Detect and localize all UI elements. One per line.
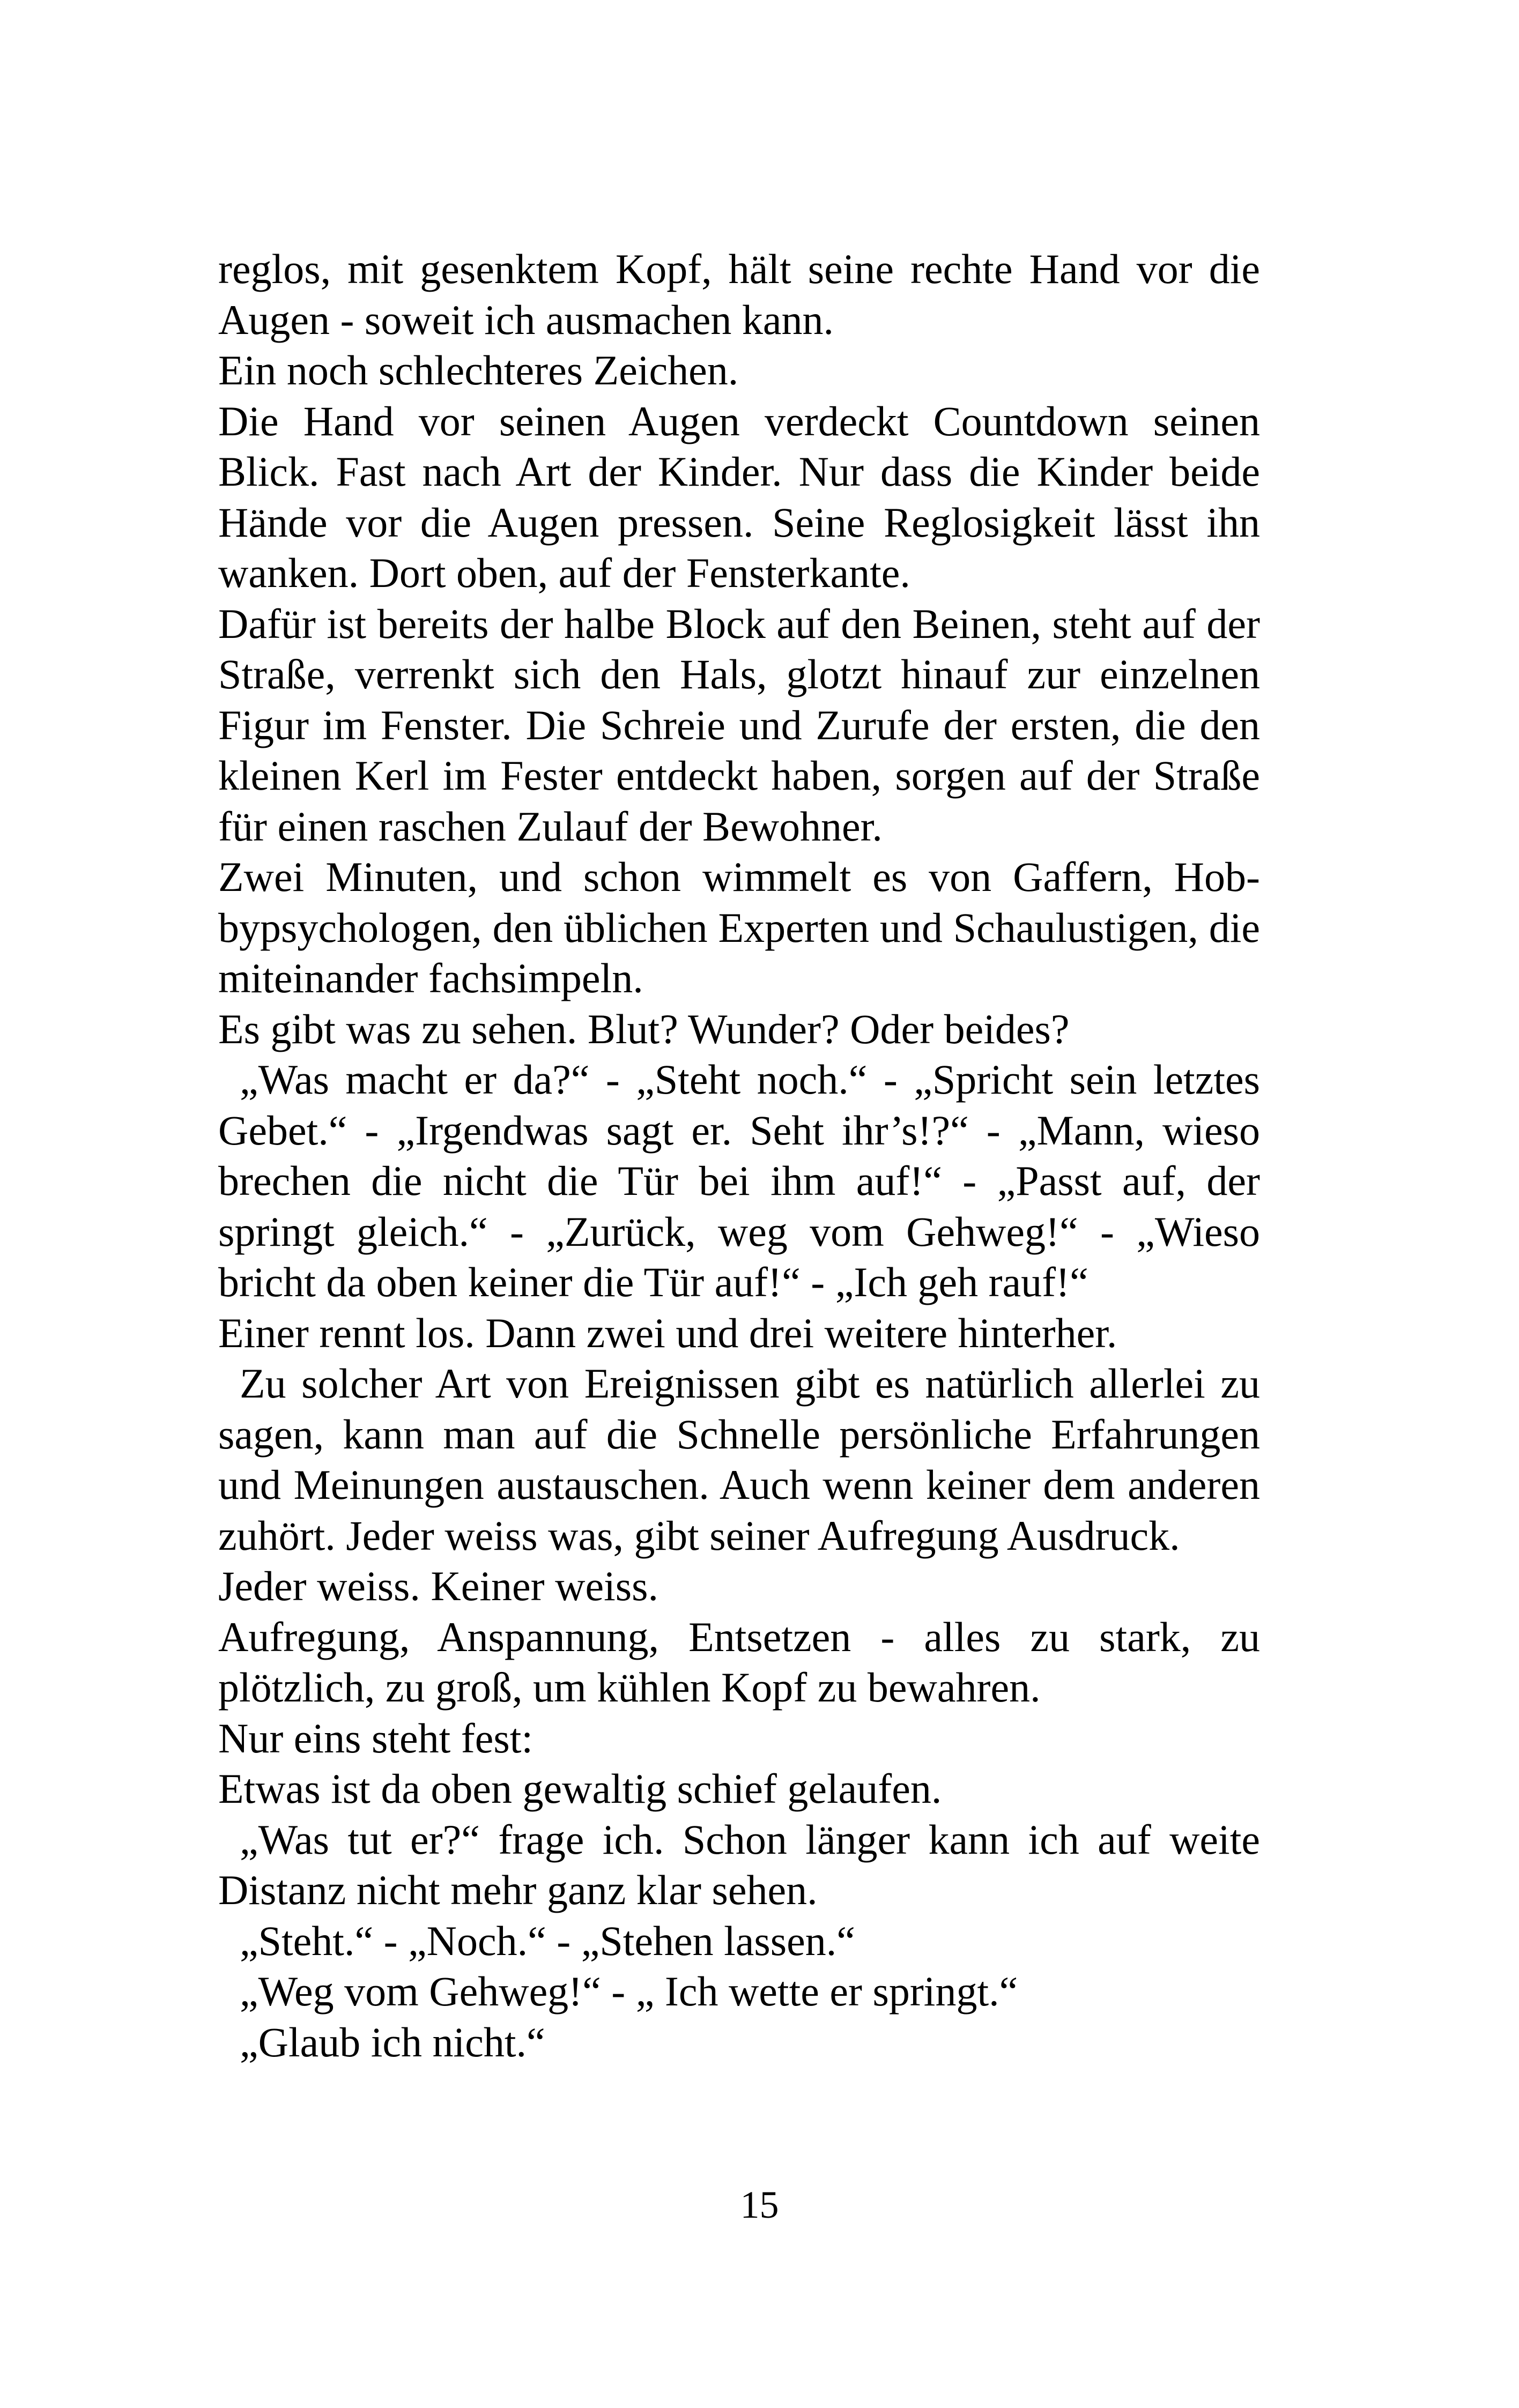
paragraph: „Was tut er?“ frage ich. Schon länger kann ich auf weite Distanz nicht mehr ganz klar sehen. — [218, 1816, 1260, 1913]
paragraph: Einer rennt los. Dann zwei und drei weitere hinterher. — [218, 1309, 1117, 1356]
paragraph: Etwas ist da oben gewaltig schief gelaufen. — [218, 1765, 942, 1812]
paragraph: Die Hand vor seinen Augen verdeckt Countdown seinen Blick. Fast nach Art der Kinder. Nur dass die Kinder beide Hände vor die Augen pressen. Seine Reglosigkeit lässt ihn wanken. Dort oben, auf der Fensterkante. — [218, 397, 1260, 596]
paragraph: Zwei Minuten, und schon wimmelt es von Gaffern, Hobbypsychologen, den üblichen Experten und Schaulustigen, die miteinander fachsimpeln. — [218, 853, 1260, 1001]
page-number: 15 — [740, 2183, 779, 2226]
paragraph: Ein noch schlechteres Zeichen. — [218, 347, 739, 393]
paragraph: Es gibt was zu sehen. Blut? Wunder? Oder beides? — [218, 1005, 1070, 1052]
paragraph: Zu solcher Art von Ereignissen gibt es natürlich allerlei zu sagen, kann man auf die Schnelle persönliche Erfahrungen und Meinungen austauschen. Auch wenn keiner dem anderen zuhört. Jeder weiss was, gibt seiner Aufregung Ausdruck. — [218, 1360, 1260, 1559]
paragraph: „Was macht er da?“ - „Steht noch.“ - „Spricht sein letztes Gebet.“ - „Irgendwas sagt er. Seht ihr’s!?“ - „Mann, wieso brechen die nicht die Tür bei ihm auf!“ - „Passt auf, der springt gleich.“ - „Zurück, weg vom Gehweg!“ - „Wieso bricht da oben keiner die Tür auf!“ - „Ich geh rauf!“ — [218, 1056, 1260, 1305]
paragraph: „Weg vom Gehweg!“ - „ Ich wette er springt.“ — [240, 1968, 1018, 2015]
body-text — [218, 244, 1260, 2068]
paragraph: Dafür ist bereits der halbe Block auf den Beinen, steht auf der Straße, verrenkt sich den Hals, glotzt hinauf zur einzelnen Figur im Fenster. Die Schreie und Zurufe der ersten, die den kleinen Kerl im Fester entdeckt haben, sorgen auf der Straße für einen raschen Zulauf der Bewohner. — [218, 600, 1260, 850]
paragraph: Nur eins steht fest: — [218, 1714, 533, 1762]
paragraph: „Glaub ich nicht.“ — [240, 2018, 545, 2065]
paragraph: „Steht.“ - „Noch.“ - „Stehen lassen.“ — [240, 1917, 855, 1964]
paragraph: reglos, mit gesenktem Kopf, hält seine rechte Hand vor die Augen - soweit ich ausmachen kann. — [218, 246, 1260, 343]
paragraph: Jeder weiss. Keiner weiss. — [218, 1563, 658, 1609]
paragraph: Aufregung, Anspannung, Entsetzen - alles zu stark, zu plötzlich, zu groß, um kühlen Kopf zu bewahren. — [218, 1613, 1260, 1711]
